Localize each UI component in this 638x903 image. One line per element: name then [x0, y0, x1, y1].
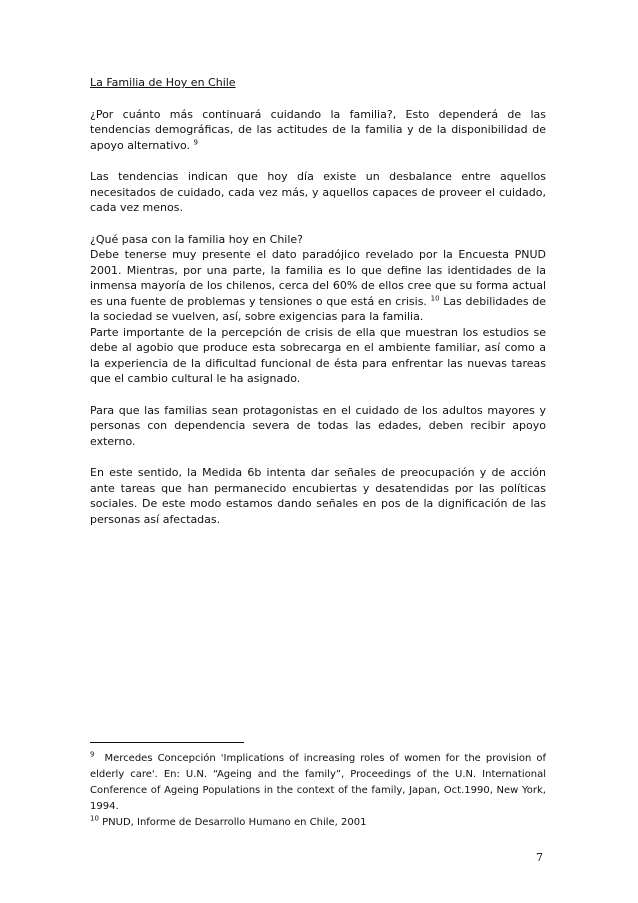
paragraph-3-heading: ¿Qué pasa con la familia hoy en Chile? [90, 232, 304, 246]
section-title: La Familia de Hoy en Chile [90, 76, 236, 89]
page-number: 7 [536, 851, 543, 864]
body-text [90, 75, 546, 543]
footnote-10-marker: 10 [90, 814, 99, 823]
paragraph-3-continuation: Parte importante de la percepción de crisis de ella que muestran los estudios se debe al agobio que produce esta sobrecarga en el ambiente familiar, así como a la experiencia de la dificultad funcional de ésta para enfrentar las nuevas tareas que el cambio cultural le ha asignado. [90, 325, 546, 385]
paragraph-5: En este sentido, la Medida 6b intenta dar señales de preocupación y de acción ante tareas que han permanecido encubiertas y desatendidas por las políticas sociales. De este modo estamos dando señales en pos de la dignificación de las personas así afectadas. [90, 466, 546, 526]
footnote-9 [90, 751, 546, 815]
paragraph-3-tail: Las debilidades de la sociedad se vuelven, así, sobre exigencias para la familia. [90, 294, 547, 323]
footnotes [90, 751, 546, 831]
footnote-10 [90, 815, 546, 831]
paragraph-3 [90, 232, 546, 387]
paragraph-1 [90, 107, 546, 154]
footnote-separator [90, 742, 244, 743]
footnote-ref-10[interactable]: 10 [430, 293, 440, 302]
footnote-9-marker: 9 [90, 750, 95, 759]
paragraph-1-text: ¿Por cuánto más continuará cuidando la familia?, Esto dependerá de las tendencias demográficas, de las actitudes de la familia y de la disponibilidad de apoyo alternativo. [90, 107, 546, 152]
paragraph-2: Las tendencias indican que hoy día existe un desbalance entre aquellos necesitados de cuidado, cada vez más, y aquellos capaces de proveer el cuidado, cada vez menos. [90, 170, 546, 214]
footnote-10-text: PNUD, Informe de Desarrollo Humano en Chile, 2001 [102, 817, 367, 828]
footnote-ref-9[interactable]: 9 [193, 137, 198, 146]
footnote-9-text: Mercedes Concepción 'Implications of increasing roles of women for the provision of elderly care'. En: U.N. “Ageing and the family”, Proceedings of the U.N. International Conference of Ageing Populations in the context of the family, Japan, Oct.1990, New York, 1994. [90, 753, 546, 812]
paragraph-4: Para que las familias sean protagonistas en el cuidado de los adultos mayores y personas con dependencia severa de todas las edades, deben recibir apoyo externo. [90, 403, 546, 448]
paragraph-3-body: Debe tenerse muy presente el dato paradójico revelado por la Encuesta PNUD 2001. Mientras, por una parte, la familia es lo que define las identidades de la inmensa mayoría de los chilenos, cerca del 60% de ellos cree que su forma actual es una fuente de problemas y tensiones o que está en crisis. [90, 248, 546, 308]
